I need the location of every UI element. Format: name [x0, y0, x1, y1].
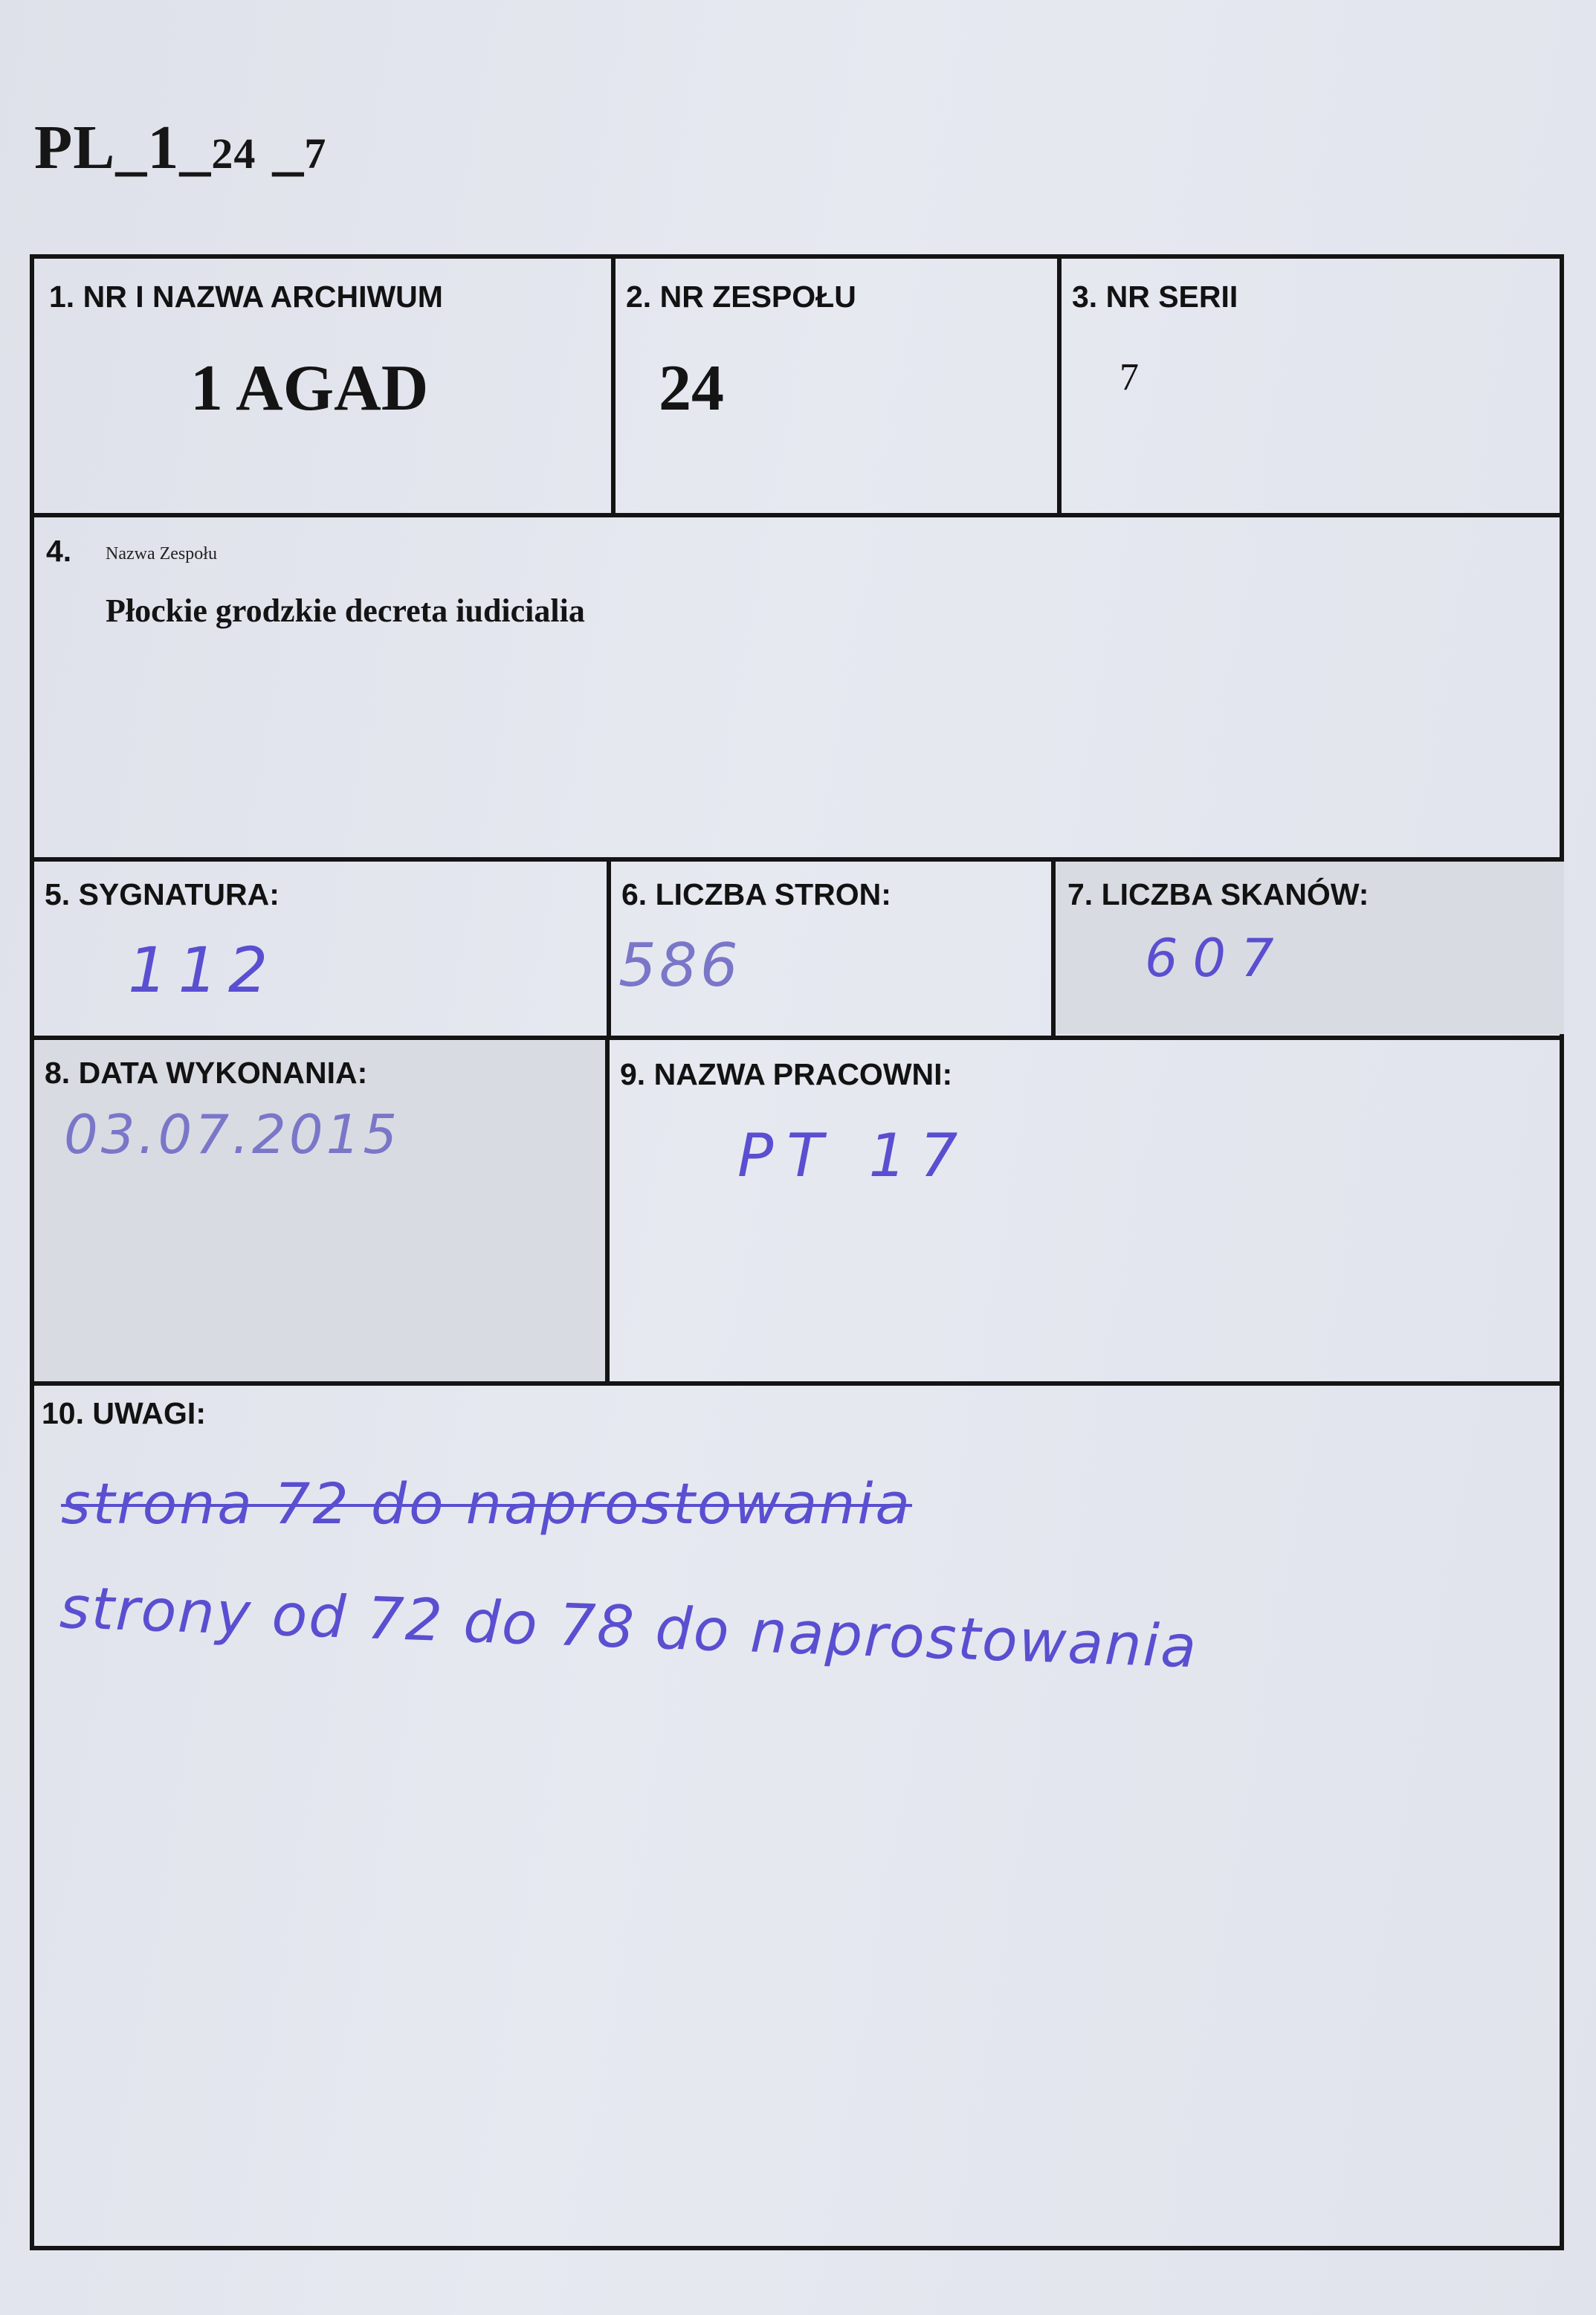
fonds-name-label: Nazwa Zespołu: [106, 544, 217, 564]
date-label: 8. DATA WYKONANIA:: [45, 1056, 368, 1090]
remarks-line2: strony od 72 do 78 do naprostowania: [58, 1575, 1199, 1682]
fonds-no-label: 2. NR ZESPOŁU: [626, 280, 856, 314]
pages-label: 6. LICZBA STRON:: [621, 877, 891, 911]
row-divider-1: [34, 513, 1564, 517]
col-divider-1b: [1057, 259, 1062, 515]
col-divider-2b: [1051, 859, 1056, 1038]
metadata-form: [30, 254, 1564, 2250]
fonds-name-value: Płockie grodzkie decreta iudicialia: [106, 593, 585, 629]
row-divider-4: [34, 1381, 1564, 1386]
signature-label: 5. SYGNATURA:: [45, 877, 280, 911]
date-handwritten: 03.07.2015: [64, 1103, 401, 1166]
workshop-label: 9. NAZWA PRACOWNI:: [620, 1057, 953, 1091]
document-code: PL_1_24 _7: [34, 113, 327, 182]
pages-handwritten: 586: [618, 931, 741, 1000]
date-cell-shade: [34, 1041, 607, 1381]
scans-handwritten: 607: [1145, 928, 1289, 989]
workshop-handwritten: PT 17: [737, 1121, 972, 1190]
code-archive: 1: [147, 113, 180, 182]
scans-label: 7. LICZBA SKANÓW:: [1067, 877, 1369, 911]
archive-label: 1. NR I NAZWA ARCHIWUM: [49, 280, 443, 314]
code-series: 7: [304, 129, 327, 178]
row-divider-2: [34, 857, 1564, 862]
remarks-line1-struck: strona 72 do naprostowania: [61, 1470, 913, 1537]
signature-handwritten: 112: [128, 934, 279, 1007]
row-divider-3: [34, 1036, 1564, 1040]
col-divider-2a: [607, 859, 611, 1038]
code-fonds: 24: [211, 129, 256, 178]
series-no-value: 7: [1120, 356, 1139, 398]
series-no-label: 3. NR SERII: [1072, 280, 1238, 314]
fonds-name-number: 4.: [46, 534, 72, 568]
code-prefix: PL: [34, 113, 116, 182]
fonds-no-value: 24: [659, 352, 724, 424]
archive-value: 1 AGAD: [190, 352, 429, 424]
col-divider-3: [605, 1038, 610, 1383]
col-divider-1a: [611, 259, 616, 515]
remarks-label: 10. UWAGI:: [42, 1396, 206, 1430]
